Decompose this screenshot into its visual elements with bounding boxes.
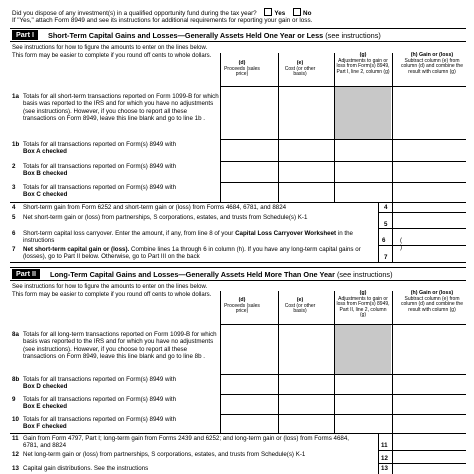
p2-grid-v5 — [378, 433, 379, 474]
line-1a-text: Totals for all short-term transactions reported on Form 1099-B for which basis was reported to the IRS and for which you have no adjustments (see instructions). However, if you choose to report all these transactions on Form 8949, leave this line blank and go to line 1b . — [23, 93, 219, 123]
line-13-num: 13 — [12, 465, 19, 472]
line-1b — [10, 141, 220, 156]
p2-grid-h3 — [220, 394, 466, 395]
p2-col-d-letter: (d) — [238, 297, 246, 303]
p1-col-d-letter: (d) — [238, 60, 246, 66]
box-5-num: 5 — [384, 221, 388, 228]
part1-intro: See instructions for how to figure the amounts to enter on the lines below. This form may be easier to complete if you round off cents to whole dollars. — [12, 45, 212, 59]
p2-col-e-label: Cost (or other basis) — [284, 302, 316, 315]
box-12-num: 12 — [381, 455, 388, 462]
p2-col-h-letter: (h) Gain or (loss) — [410, 290, 454, 296]
part2-title-text: Long-Term Capital Gains and Losses—Generally Assets Held More Than One Year — [49, 269, 335, 279]
p1-col-e-header — [280, 61, 320, 78]
line-3-text: Totals for all transactions reported on Form(s) 8949 with — [23, 184, 177, 191]
line-12-num: 12 — [12, 451, 19, 458]
line-12-text: Net long-term gain or (loss) from partnerships, S corporations, estates, and trusts from Schedule(s) K-1 — [23, 451, 306, 458]
part1-see-instructions: (see instructions) — [325, 30, 381, 40]
part1-tag: Part I — [12, 30, 38, 40]
p2-grid-h4 — [220, 414, 466, 415]
line-3-box: Box C checked — [23, 191, 68, 199]
p1-grid-h4 — [220, 182, 466, 183]
line-8a — [10, 331, 220, 361]
line-12 — [10, 451, 365, 458]
p1-col-e-letter: (e) — [296, 60, 304, 66]
p1-grid-h5 — [10, 202, 466, 203]
line-9-num: 9 — [12, 396, 16, 403]
qof-no-checkbox[interactable] — [293, 8, 301, 16]
line-1a — [10, 93, 220, 123]
line-4-num: 4 — [12, 204, 16, 211]
line-1b-box: Box A checked — [23, 148, 67, 156]
part2-title — [50, 270, 393, 279]
line-7-bold: Net short-term capital gain or (loss). — [23, 246, 130, 253]
line-6-tail: in the instructions — [23, 230, 353, 245]
line-8b-text: Totals for all transactions reported on Form(s) 8949 with — [23, 376, 177, 383]
line-9 — [10, 396, 220, 411]
qof-yes-checkbox[interactable] — [264, 8, 272, 16]
p1-grid-v2 — [278, 53, 279, 202]
line-6-parens: ( ) — [400, 237, 451, 251]
line-13 — [10, 465, 365, 472]
line-9-text: Totals for all transactions reported on Form(s) 8949 with — [23, 396, 177, 403]
part2-tag: Part II — [12, 269, 40, 279]
line-1b-text: Totals for all transactions reported on Form(s) 8949 with — [23, 141, 177, 148]
qof-no-label: No — [303, 10, 312, 17]
box-13-num: 13 — [381, 465, 388, 472]
p1-grid-v4 — [392, 53, 393, 262]
p1-col-h-label: Subtract column (e) from column (d) and combine the result with column (g) — [401, 57, 463, 75]
line-2-text: Totals for all transactions reported on Form(s) 8949 with — [23, 163, 177, 170]
p1-col-h-header — [398, 53, 466, 75]
p2-col-g-header — [336, 291, 390, 319]
line-6-num: 6 — [12, 230, 16, 237]
p1-col-g-label: Adjustments to gain or loss from Form(s) 8949, Part I, line 2, column (g) — [336, 57, 390, 75]
qof-yes-label: Yes — [274, 10, 286, 17]
p1-grid-h9 — [10, 262, 466, 263]
line-2 — [10, 163, 220, 178]
line-10-text: Totals for all transactions reported on Form(s) 8949 with — [23, 416, 177, 423]
box-4-num: 4 — [384, 204, 388, 211]
p2-grid-h2 — [220, 374, 466, 375]
part2-intro: See instructions for how to figure the amounts to enter on the lines below. This form may be easier to complete if you round off cents to whole dollars. — [12, 284, 212, 298]
p2-col-e-letter: (e) — [296, 297, 304, 303]
line-10 — [10, 416, 220, 431]
line-11-num: 11 — [12, 435, 19, 442]
p2-grid-v2 — [278, 291, 279, 433]
line-10-box: Box F checked — [23, 423, 67, 431]
p1-grid-h3 — [220, 161, 466, 162]
line-13-text: Capital gain distributions. See the instructions — [23, 465, 149, 472]
qof-note: If "Yes," attach Form 8949 and see its instructions for additional requirements for reporting your gain or loss. — [12, 17, 313, 24]
p2-col-g-label: Adjustments to gain or loss from Form(s) 8949, Part II, line 2, column (g) — [336, 295, 390, 319]
line-8a-text: Totals for all long-term transactions reported on Form 1099-B for which basis was reported to the IRS and for which you have no adjustments (see instructions). However, if you choose to report all these transactions on Form 8949, leave this line blank and go to line 8b . — [23, 331, 217, 361]
p1-col-e-label: Cost (or other basis) — [284, 65, 316, 78]
line-1b-num: 1b — [12, 141, 20, 148]
p2-grid-v4 — [392, 291, 393, 474]
p2-col-e-header — [280, 298, 320, 315]
line-3-num: 3 — [12, 184, 16, 191]
part2-see-instructions: (see instructions) — [336, 269, 393, 279]
line-10-num: 10 — [12, 416, 19, 423]
p2-grid-v1 — [220, 291, 221, 433]
p1-grid-h2 — [220, 139, 466, 140]
line-8a-num: 8a — [12, 331, 19, 338]
p1-shaded-1a — [335, 87, 391, 139]
box-7-num: 7 — [384, 254, 388, 261]
p2-col-d-header — [222, 298, 262, 315]
line-1a-num: 1a — [12, 93, 19, 100]
box-11-num: 11 — [381, 442, 388, 449]
part1-title — [48, 31, 381, 40]
line-5 — [10, 214, 365, 221]
part1-title-text: Short-Term Capital Gains and Losses—Generally Assets Held One Year or Less — [47, 30, 324, 40]
part2-header — [10, 267, 466, 281]
line-3 — [10, 184, 220, 199]
line-6-worksheet: Capital Loss Carryover Worksheet — [235, 230, 337, 237]
line-2-num: 2 — [12, 163, 16, 170]
p1-col-d-label: Proceeds (sales price) — [224, 65, 260, 78]
line-6-text: Short-term capital loss carryover. Enter the amount, if any, from line 8 of your — [23, 230, 234, 237]
line-11-text: Gain from Form 4797, Part I; long-term gain from Forms 2439 and 6252; and long-term gain or (loss) from Forms 4684, 6781, and 8824 — [23, 435, 350, 450]
line-5-text: Net short-term gain or (loss) from partnerships, S corporations, estates, and trusts from Schedule(s) K-1 — [23, 214, 308, 221]
line-2-box: Box B checked — [23, 170, 68, 178]
line-7 — [10, 246, 365, 261]
p2-col-d-label: Proceeds (sales price) — [224, 302, 260, 315]
line-4-text: Short-term gain from Form 6252 and short-term gain or (loss) from Forms 4684, 6781, and 8824 — [23, 204, 287, 211]
line-9-box: Box E checked — [23, 403, 68, 411]
p2-col-g-letter: (g) — [359, 290, 367, 296]
p2-shaded-8a — [335, 325, 391, 374]
line-6 — [10, 230, 365, 245]
p2-col-h-header — [398, 291, 466, 313]
p1-col-d-header — [222, 61, 262, 78]
p2-grid-h5 — [10, 433, 466, 434]
p1-col-g-header — [336, 53, 390, 75]
p1-grid-v1 — [220, 53, 221, 202]
line-11 — [10, 435, 365, 450]
p2-col-h-label: Subtract column (e) from column (d) and combine the result with column (g) — [401, 295, 463, 313]
qof-question: Did you dispose of any investment(s) in a qualified opportunity fund during the tax year? — [12, 10, 257, 17]
line-8b-num: 8b — [12, 376, 20, 383]
p1-col-g-letter: (g) — [359, 52, 367, 58]
line-4 — [10, 204, 365, 211]
line-8b-box: Box D checked — [23, 383, 68, 391]
line-7-text: Combine lines 1a through 6 in column (h). If you have any long-term capital gains or (losses), go to Part II below. Otherwise, go to Part III on the back — [23, 246, 361, 261]
p1-grid-v5 — [378, 202, 379, 262]
part1-header — [10, 28, 466, 42]
line-7-num: 7 — [12, 246, 16, 253]
p1-col-h-letter: (h) Gain or (loss) — [410, 52, 454, 58]
line-5-num: 5 — [12, 214, 16, 221]
line-8b — [10, 376, 220, 391]
box-6-num: 6 — [382, 237, 386, 244]
